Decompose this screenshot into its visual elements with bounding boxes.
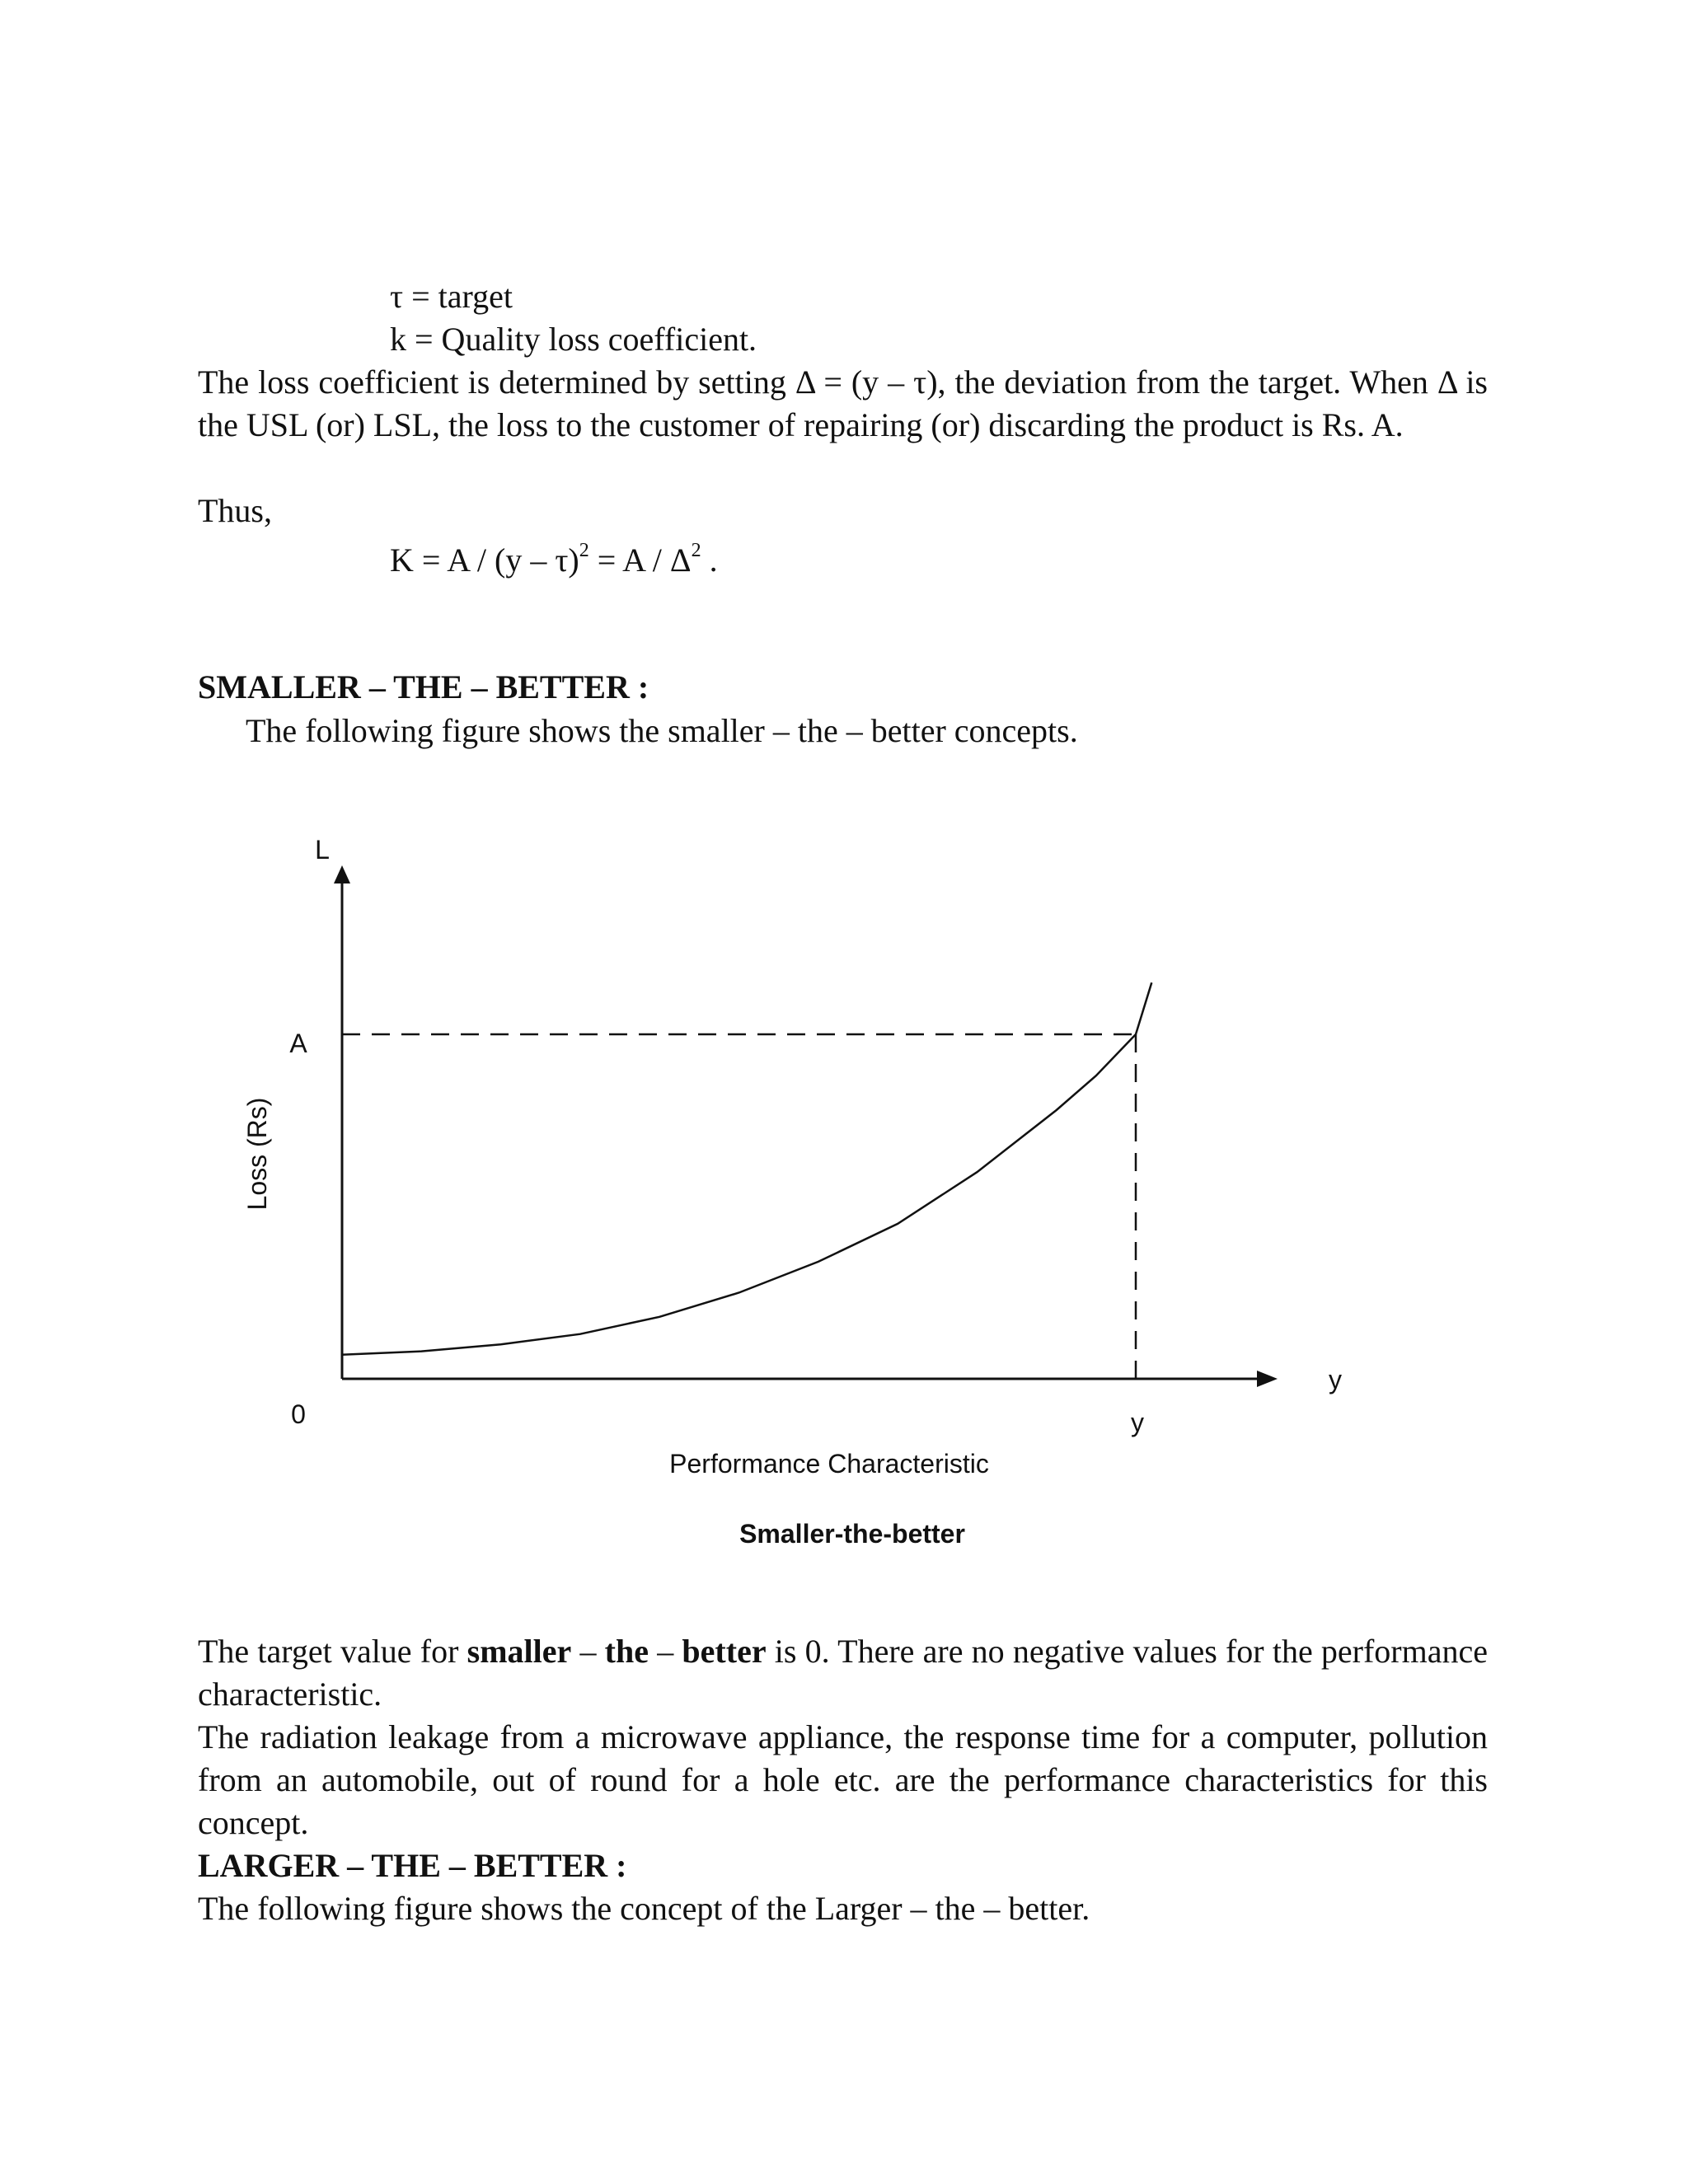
y-axis-arrow [334, 865, 350, 883]
p1-text-a: The target value for [198, 1633, 467, 1670]
examples-paragraph: The radiation leakage from a microwave appliance, the response time for a computer, pollution from an automobile, out of round for a hole etc. are the performance characteristics for this concept. [198, 1718, 1488, 1841]
smaller-the-better-chart [0, 824, 1688, 1566]
larger-the-better-intro: The following figure shows the concept of the Larger – the – better. [198, 1890, 1090, 1927]
y-axis-end-label: L [315, 835, 330, 865]
definition-tau: τ = target [390, 278, 513, 315]
formula-sup1: 2 [579, 539, 589, 561]
definition-k: k = Quality loss coefficient. [390, 321, 757, 358]
formula-end: . [701, 541, 718, 579]
thus-label: Thus, [198, 492, 272, 529]
loss-coefficient-formula [390, 539, 718, 582]
p1-sep2: – [649, 1633, 682, 1670]
x-axis-title: Performance Characteristic [669, 1449, 989, 1479]
intro-paragraph: The loss coefficient is determined by setting Δ = (y – τ), the deviation from the target. When Δ is the USL (or) LSL, the loss to the customer of repairing (or) discarding the product is Rs. A. [198, 363, 1488, 443]
loss-curve [342, 982, 1151, 1354]
y-axis-title: Loss (Rs) [242, 1097, 272, 1211]
smaller-the-better-heading: SMALLER – THE – BETTER : [198, 668, 649, 705]
chart-title: Smaller-the-better [739, 1519, 965, 1549]
p1-text-c: is 0. There are no negative values for the performance characteristic. [198, 1633, 1488, 1713]
formula-sup2: 2 [691, 539, 701, 561]
y-marker-label: A [289, 1029, 307, 1058]
smaller-the-better-intro: The following figure shows the smaller – the – better concepts. [246, 712, 1078, 749]
p1-bold-the: the [604, 1633, 649, 1670]
x-axis-end-label: y [1329, 1365, 1342, 1394]
p1-sep1: – [571, 1633, 605, 1670]
larger-the-better-heading: LARGER – THE – BETTER : [198, 1847, 627, 1884]
p1-bold-smaller: smaller [467, 1633, 572, 1670]
target-value-paragraph [198, 1630, 1488, 1716]
x-axis-arrow [1257, 1371, 1278, 1387]
formula-part2: = A / Δ [588, 541, 692, 579]
origin-label: 0 [291, 1399, 306, 1429]
formula-part1: K = A / (y – τ) [390, 541, 579, 579]
p1-bold-better: better [682, 1633, 767, 1670]
x-marker-label: y [1131, 1408, 1144, 1437]
